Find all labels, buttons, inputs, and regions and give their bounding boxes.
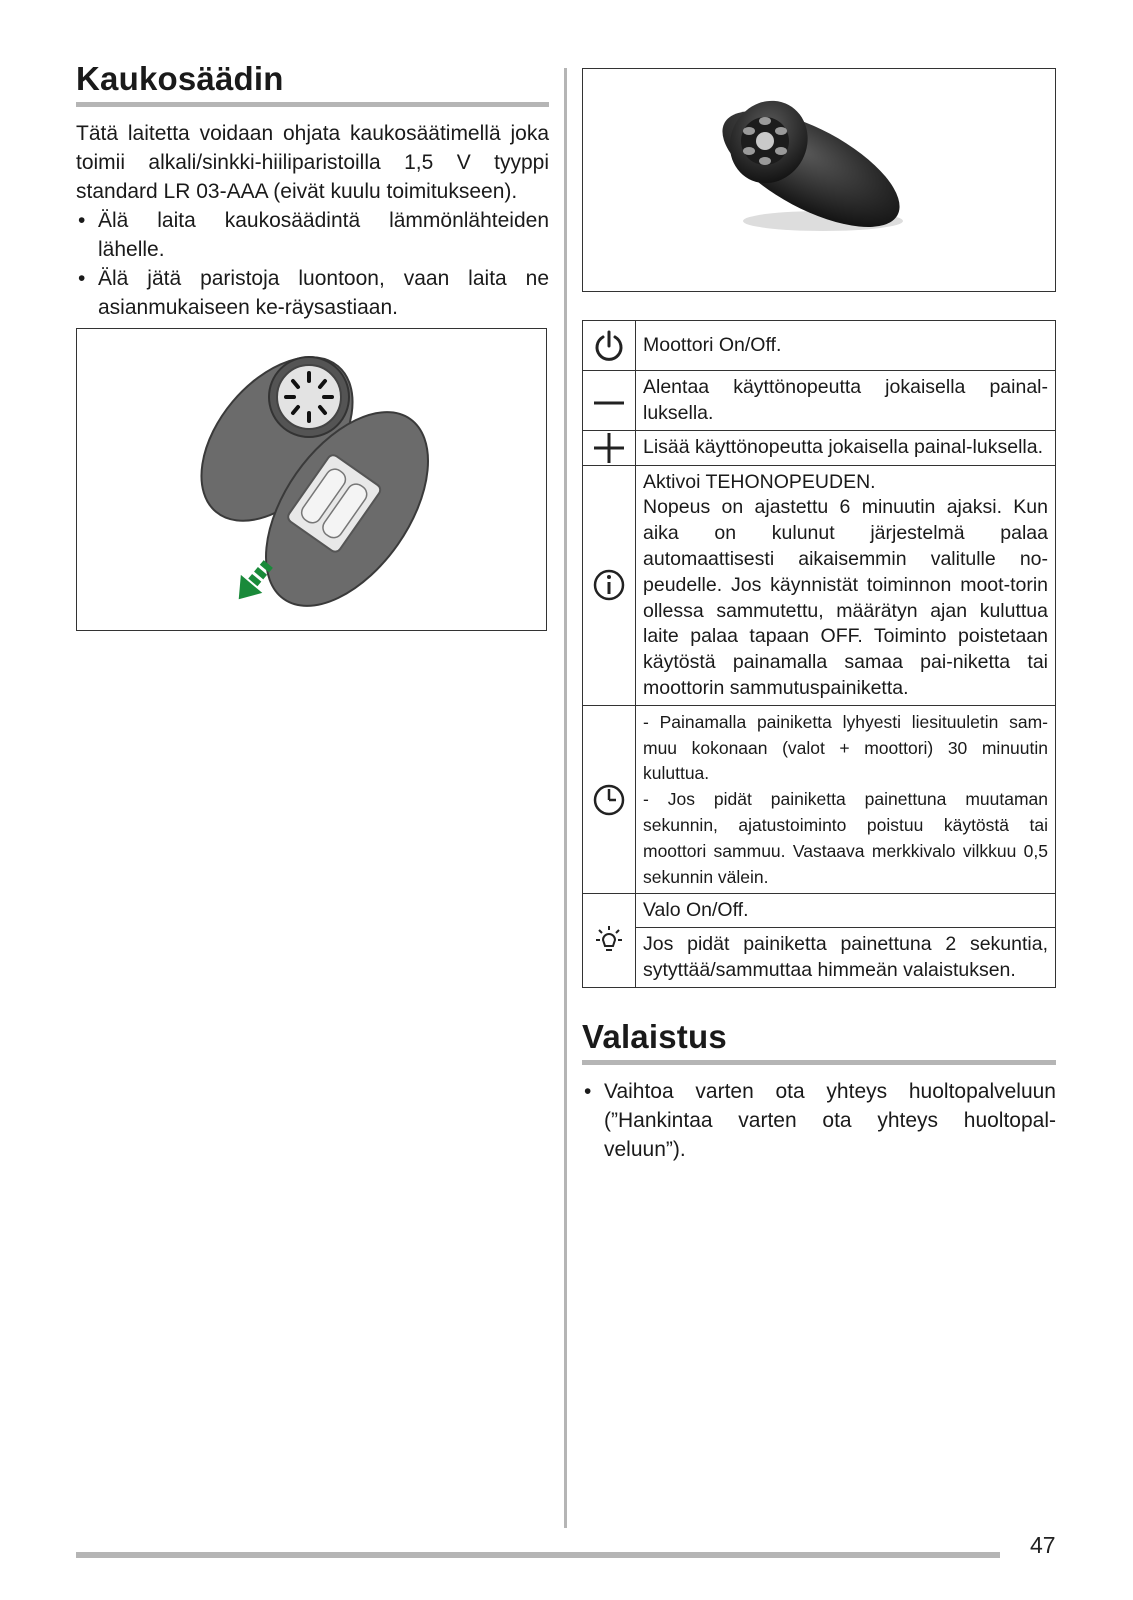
- function-description: Nopeus on ajastettu 6 minuutin ajaksi. Kun aika on kulunut järjestelmä palaa automaattisesti aikaisemmin valitulle no-peudelle. Jos käynnistät toiminnon moot-torin ollessa sammutettu, määrätyn ajan kuluttua laite palaa tapaan OFF. Toiminto poistetaan käytöstä painamalla samaa pai-niketta tai moottorin sammutuspainiketta.: [643, 496, 1048, 699]
- warning-item: • Älä laita kaukosäädintä lämmönlähteiden lähelle.: [76, 206, 549, 264]
- function-text: Jos pidät painiketta painettuna 2 sekuntia, sytyttää/sammuttaa himmeän valaistuksen.: [636, 928, 1056, 988]
- minus-icon: [583, 371, 636, 431]
- function-text: Alentaa käyttönopeutta jokaisella painal-luksella.: [636, 371, 1056, 431]
- power-icon: [583, 321, 636, 371]
- table-row: [583, 928, 1056, 988]
- right-column: [582, 68, 1056, 1164]
- table-row: [583, 371, 1056, 431]
- function-text: [636, 465, 1056, 705]
- title-underline: [582, 1060, 1056, 1065]
- light-icon: [583, 894, 636, 987]
- warning-list: [76, 206, 549, 322]
- remote-battery-illustration: [77, 329, 545, 629]
- function-description: - Jos pidät painiketta painettuna muutaman sekunnin, ajatustoiminto poistuu käytöstä tai moottori sammuu. Vastaava merkkivalo vilkkuu 0,5 sekunnin välein.: [643, 789, 1048, 887]
- left-column: [76, 60, 549, 631]
- section-title-lighting: Valaistus: [582, 1017, 727, 1055]
- column-divider: [564, 68, 567, 1528]
- table-row: [583, 705, 1056, 894]
- warning-item: • Älä jätä paristoja luontoon, vaan laita ne asianmukaiseen ke-räysastiaan.: [76, 264, 549, 322]
- remote-control-photo: [583, 69, 1054, 290]
- intensive-icon: [583, 465, 636, 705]
- table-row: [583, 465, 1056, 705]
- function-text: Lisää käyttönopeutta jokaisella painal-luksella.: [636, 430, 1056, 465]
- button-function-table: [582, 320, 1056, 988]
- function-text: [636, 705, 1056, 894]
- plus-icon: [583, 430, 636, 465]
- footer-rule: [76, 1552, 1000, 1558]
- function-heading: Aktivoi TEHONOPEUDEN.: [643, 470, 876, 493]
- page-number: 47: [1030, 1532, 1056, 1558]
- timer-icon: [583, 705, 636, 894]
- table-row: [583, 894, 1056, 928]
- function-text: Valo On/Off.: [636, 894, 1056, 928]
- table-row: [583, 430, 1056, 465]
- table-row: [583, 321, 1056, 371]
- section-title-remote: Kaukosäädin: [76, 60, 284, 97]
- function-description: - Painamalla painiketta lyhyesti liesituuletin sam-muu kokonaan (valot + moottori) 30 minuutin kuluttua.: [643, 711, 1048, 784]
- remote-photo-figure: [582, 68, 1056, 292]
- function-text: Moottori On/Off.: [636, 321, 1056, 371]
- lighting-item: • Vaihtoa varten ota yhteys huoltopalveluun (”Hankintaa varten ota yhteys huoltopal-veluun”).: [582, 1077, 1056, 1164]
- title-underline: [76, 102, 549, 107]
- intro-paragraph: Tätä laitetta voidaan ohjata kaukosäätimellä joka toimii alkali/sinkki-hiiliparistoilla 1,5 V tyyppi standard LR 03-AAA (eivät kuulu toimitukseen).: [76, 122, 549, 203]
- battery-insertion-figure: [76, 328, 547, 631]
- lighting-list: [582, 1077, 1056, 1164]
- lighting-section: [582, 1018, 1056, 1164]
